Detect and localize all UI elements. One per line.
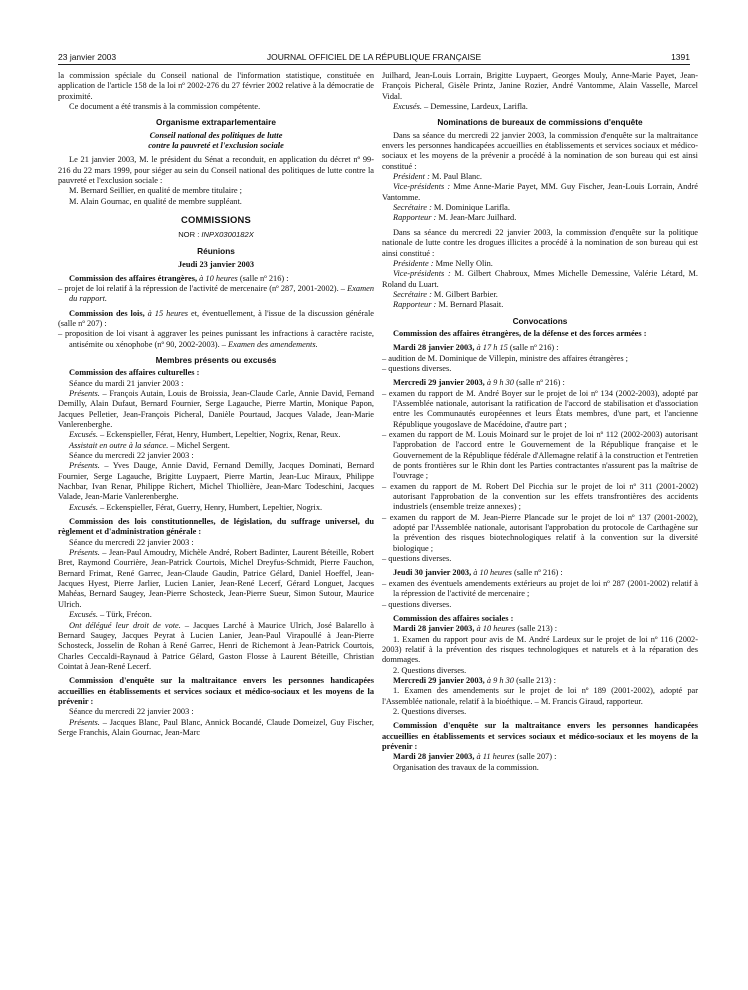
paragraph: Ce document a été transmis à la commission compétente. (69, 102, 261, 112)
commission-name: Commission des lois constitutionnelles, de législation, du suffrage universel, du règlement et d'administration générale : (58, 517, 374, 537)
names: – Türk, Frécon. (97, 610, 152, 620)
paragraph: Le 21 janvier 2003, M. le président du Sénat a reconduit, en application du décret nº 99-216 du 22 mars 1999, pour siéger au sein du Conseil national des politiques de lutte contre la pauvreté et l'exclusion sociale : (58, 155, 374, 186)
section-heading: Organisme extraparlementaire (156, 117, 276, 128)
paragraph: M. Alain Gournac, en qualité de membre suppléant. (69, 196, 242, 206)
room: (salle nº 216) : (514, 568, 563, 578)
label-presents: Présents. (69, 461, 100, 471)
agenda-item: 1. Examen des amendements sur le projet de loi nº 189 (2001-2002), adopté par l'Assemblée nationale, relatif à la bioéthique. – M. Francis Giraud, rapporteur. (382, 686, 698, 706)
item-action: Examen du rapport. (69, 283, 374, 304)
subheading: contre la pauvreté et l'exclusion sociale (148, 141, 284, 151)
section-heading: Convocations (512, 315, 568, 326)
hour: à 9 h 30 (486, 675, 514, 685)
hour: à 17 h 15 (476, 343, 508, 353)
right-column (382, 71, 698, 773)
agenda-item: – audition de M. Dominique de Villepin, ministre des affaires étrangères ; (382, 353, 628, 363)
names: – Yves Dauge, Annie David, Fernand Demilly, Jacques Dominati, Bernard Fournier, Serge Lagauche, Brigitte Luypaert, Pierre Martin, Jean-Luc Miraux, Philippe Nachbar, Ivan Renar, Philippe Richert, Michel Thiollière, Jean-Marc Todeschini, Jacques Valade, Jean-Marie Vanlerenberghe. (58, 461, 374, 502)
paragraph: M. Bernard Seillier, en qualité de membre titulaire ; (69, 186, 242, 196)
bureau-line (382, 269, 698, 290)
room: (salle nº 216) : (509, 343, 559, 353)
label-delegue: Ont délégué leur droit de vote. (69, 620, 181, 630)
names: Mme Nelly Olin. (433, 258, 493, 268)
paragraph (58, 621, 374, 673)
nor-code: INPX0300182X (201, 230, 254, 240)
paragraph (58, 718, 374, 739)
day: Mardi 28 janvier 2003, (393, 624, 475, 634)
header-page-number: 1391 (671, 52, 690, 62)
hour: à 15 heures (147, 308, 189, 318)
room: (salle 207) : (516, 752, 557, 762)
nor-label: NOR : (178, 230, 202, 240)
day: Jeudi 30 janvier 2003, (393, 568, 472, 578)
session-date (382, 343, 698, 353)
section-heading: Nominations de bureaux de commissions d'enquête (437, 117, 643, 128)
label-presents: Présents. (69, 548, 100, 558)
header-rule (58, 64, 690, 65)
session-date (382, 624, 698, 634)
hour: à 11 heures (476, 752, 515, 762)
agenda-item: 2. Questions diverses. (393, 706, 467, 716)
item-text: – projet de loi relatif à la répression de l'activité de mercenaire (nº 287, 2001-2002). – (58, 283, 348, 293)
label-excuses: Excusés. (69, 610, 98, 620)
agenda-item: – examen du rapport de M. Louis Moinard sur le projet de loi nº 112 (2002-2003) autorisant l'approbation de l'accord entre le Gouvernement de la République française et le Gouvernement de la République fédérale d'Allemagne relatif à la construction et l'entretien de ponts frontières sur le Rhin dont les Parties contractantes n'assurent pas la maîtrise de l'ouvrage ; (382, 430, 698, 481)
session-date: Séance du mercredi 22 janvier 2003 : (69, 537, 194, 547)
hour: à 9 h 30 (486, 378, 514, 388)
bureau-line (382, 203, 698, 213)
day: Mardi 28 janvier 2003, (393, 752, 475, 762)
bureau-line (382, 259, 698, 269)
paragraph (58, 503, 374, 513)
names: M. Gilbert Barbier. (431, 289, 498, 299)
day: Mercredi 29 janvier 2003, (393, 378, 485, 388)
hour: à 10 heures (199, 273, 238, 283)
room: (salle 213) : (516, 675, 556, 685)
commission-name: Commission des affaires étrangères, (69, 273, 198, 283)
label-presidente: Présidente : (393, 258, 434, 268)
session-date: Séance du mercredi 22 janvier 2003 : (69, 451, 194, 460)
section-heading: Réunions (197, 245, 235, 256)
nor-reference (58, 230, 374, 240)
label-excuses: Excusés. (69, 502, 98, 512)
session-date (382, 676, 698, 686)
day: Mardi 28 janvier 2003, (393, 343, 475, 353)
names: – Jacques Blanc, Paul Blanc, Annick Bocandé, Claude Domeizel, Guy Fischer, Serge Franchis, Alain Gournac, Jean-Marc (58, 717, 374, 737)
agenda-item: – examen du rapport de M. Robert Del Picchia sur le projet de loi nº 311 (2001-2002) autorisant l'approbation de la convention sur les effets transfrontières des accidents industriels (ensemble treize annexes) ; (382, 481, 698, 512)
header-journal-title: JOURNAL OFFICIEL DE LA RÉPUBLIQUE FRANÇAISE (266, 52, 482, 62)
room: (salle nº 216) : (239, 273, 289, 283)
label-assistait: Assistait en outre à la séance. (69, 440, 169, 450)
paragraph (58, 274, 374, 284)
session-date (382, 752, 698, 762)
names: M. Bernard Plasait. (436, 300, 504, 310)
names: M. Dominique Larifla. (431, 203, 510, 213)
names: M. Paul Blanc. (429, 172, 482, 182)
label-president: Président : (393, 172, 430, 182)
paragraph: Juilhard, Jean-Louis Lorrain, Brigitte Luypaert, Georges Mouly, Anne-Marie Payet, Jean-François Picheral, Gisèle Printz, Janine Rozier, André Vantomme, Alain Vasselle, Marcel Vidal. (382, 71, 698, 101)
names: – Jean-Paul Amoudry, Michèle André, Robert Badinter, Laurent Béteille, Robert Bret, Raymond Courrière, Jean-Patrick Courtois, Michel Dreyfus-Schmidt, Pierre Fauchon, Bernard Frimat, René Garrec, Jean-Claude Gaudin, Patrice Gélard, Daniel Hoeffel, Jean-Jacques Hyest, Pierre Jarlier, Lucien Lanier, Jean-René Lecerf, Gérard Longuet, Jacques Mahéas, Bernard Saugey, Jean-Pierre Schosteck, Jean-Pierre Sueur, Simon Sutour, Maurice Ulrich. (58, 548, 374, 609)
agenda-item: – examen des éventuels amendements extérieurs au projet de loi nº 287 (2001-2002) relatif à la répression de l'activité de mercenaire ; (382, 578, 698, 599)
commission-name: Commission des affaires culturelles : (69, 368, 200, 378)
section-heading: COMMISSIONS (181, 214, 251, 226)
names: Mme Anne-Marie Payet, MM. Guy Fischer, Jean-Louis Lorrain, André Vantomme. (382, 182, 698, 202)
agenda-item: Organisation des travaux de la commission. (393, 762, 539, 772)
paragraph: Dans sa séance du mercredi 22 janvier 2003, la commission d'enquête sur la politique nationale de lutte contre les drogues illicites a procédé à la nomination de son bureau qui est ainsi constitué : (382, 227, 698, 258)
label-secretaire: Secrétaire : (393, 289, 432, 299)
bureau-line (382, 300, 698, 310)
label-excuses: Excusés. (69, 430, 98, 440)
header-date: 23 janvier 2003 (58, 52, 117, 62)
label-vice-presidents: Vice-présidents : (393, 182, 451, 192)
agenda-item: – examen du rapport de M. André Boyer sur le projet de loi nº 134 (2002-2003), adopté par l'Assemblée nationale, autorisant la ratification de l'accord de stabilisation et d'association entre les Communautés européennes et leurs États membres, d'une part, et l'ancienne République yougoslave de Macédoine, d'autre part ; (382, 388, 698, 429)
room: (salle nº 216) : (516, 378, 565, 388)
names: M. Gilbert Chabroux, Mmes Michelle Demessine, Valérie Létard, M. Roland du Luart. (382, 269, 698, 289)
paragraph (58, 461, 374, 502)
label-secretaire: Secrétaire : (393, 203, 432, 213)
agenda-item (58, 284, 374, 305)
paragraph (58, 441, 374, 451)
agenda-item: 1. Examen du rapport pour avis de M. André Lardeux sur le projet de loi nº 116 (2002-2003) relatif à la prévention des risques technologiques et naturels et à la réparation des dommages. (382, 634, 698, 665)
names: – Jacques Larché à Maurice Ulrich, José Balarello à Bernard Saugey, Jacques Peyrat à Lucien Lanier, Jean-Paul Virapoullé à Jean-Pierre Schosteck, Josselin de Rohan à René Garrec, Henri de Richemont à Jean-Patrick Courtois, Charles Ceccaldi-Raynaud à Patrice Gélard, Gaston Flosse à Laurent Béteille, Christian Cointat à Jean-René Lecerf. (58, 620, 375, 671)
label-vice-presidents: Vice-présidents : (393, 269, 451, 279)
label-rapporteur: Rapporteur : (393, 213, 437, 223)
commission-name: Commission des lois, (69, 308, 145, 318)
section-heading: Membres présents ou excusés (155, 354, 277, 365)
session-date (382, 568, 698, 578)
hour: à 10 heures (476, 624, 516, 634)
day: Mercredi 29 janvier 2003, (393, 675, 485, 685)
names: – Eckenspieller, Férat, Henry, Humbert, Lepeltier, Nogrix, Renar, Reux. (97, 430, 341, 440)
session-date: Séance du mardi 21 janvier 2003 : (69, 378, 184, 388)
bureau-line (382, 172, 698, 182)
paragraph (58, 389, 374, 430)
room: (salle 213) : (517, 624, 558, 634)
agenda-item: – questions diverses. (382, 599, 452, 609)
bureau-line (382, 290, 698, 300)
agenda-item (58, 329, 374, 350)
names: – Michel Sergent. (168, 440, 230, 450)
agenda-item: – questions diverses. (382, 554, 452, 564)
room: et, éventuellement, à l'issue de la discussion générale (salle nº 207) : (58, 308, 375, 328)
paragraph: Dans sa séance du mercredi 22 janvier 2003, la commission d'enquête sur la maltraitance envers les personnes handicapées accueillies en établissements et services sociaux et médico-sociaux et les moyens de la prévenir a procédé à la nomination de son bureau qui est ainsi constitué : (382, 130, 698, 171)
hour: à 10 heures (473, 568, 512, 578)
agenda-item: 2. Questions diverses. (393, 665, 467, 675)
paragraph (58, 548, 374, 610)
paragraph (58, 430, 374, 440)
paragraph (382, 102, 698, 112)
commission-name: Commission des affaires étrangères, de la défense et des forces armées : (393, 328, 647, 338)
bureau-line (382, 182, 698, 203)
agenda-item: – questions diverses. (382, 363, 452, 373)
names: – Eckenspieller, Férat, Guerry, Henry, Humbert, Lepeltier, Nogrix. (97, 502, 323, 512)
paragraph (58, 309, 374, 330)
agenda-item: – examen du rapport de M. Jean-Pierre Plancade sur le projet de loi nº 137 (2001-2002), adopté par l'Assemblée nationale, autorisant l'approbation du protocole de Carthagène sur la prévention des risques biotechnologiques relatif à la convention sur la diversité biologique ; (382, 512, 698, 553)
commission-name: Commission d'enquête sur la maltraitance envers les personnes handicapées accueillies en établissements et services sociaux et médico-sociaux et les moyens de la prévenir : (382, 721, 698, 751)
label-presents: Présents. (69, 388, 100, 398)
subheading: Conseil national des politiques de lutte (149, 130, 283, 140)
label-rapporteur: Rapporteur : (393, 300, 437, 310)
names: – François Autain, Louis de Broissia, Jean-Claude Carle, Annie David, Fernand Demilly, Alain Dufaut, Bernard Fournier, Serge Lagauche, Pierre Martin, Monique Papon, Jacques Pelletier, Jean-François Picheral, Danièle Pourtaud, Jacques Valade, Jean-Marie Vanlerenberghe. (58, 388, 374, 429)
paragraph: la commission spéciale du Conseil national de l'information statistique, constituée en application de l'article 158 de la loi nº 2002-276 du 27 février 2002 relative à la démocratie de proximité. (58, 71, 374, 101)
item-action: Examen des amendements. (228, 339, 318, 349)
bureau-line (382, 213, 698, 223)
commission-name: Commission des affaires sociales : (393, 613, 514, 623)
date-heading: Jeudi 23 janvier 2003 (177, 260, 255, 270)
item-text: – proposition de loi visant à aggraver les peines punissant les infractions à caractère raciste, antisémite ou xénophobe (nº 90, 2002-2003). – (58, 329, 374, 349)
commission-name: Commission d'enquête sur la maltraitance envers les personnes handicapées accueillies en établissements et services sociaux et médico-sociaux et les moyens de la prévenir : (58, 676, 374, 706)
session-date: Séance du mercredi 22 janvier 2003 : (69, 707, 194, 717)
names: – Demessine, Lardeux, Larifla. (421, 102, 528, 112)
label-presents: Présents. (69, 717, 100, 727)
label-excuses: Excusés. (393, 102, 422, 112)
names: M. Jean-Marc Juilhard. (436, 213, 517, 223)
paragraph (58, 610, 374, 620)
session-date (382, 378, 698, 388)
left-column (58, 71, 374, 738)
